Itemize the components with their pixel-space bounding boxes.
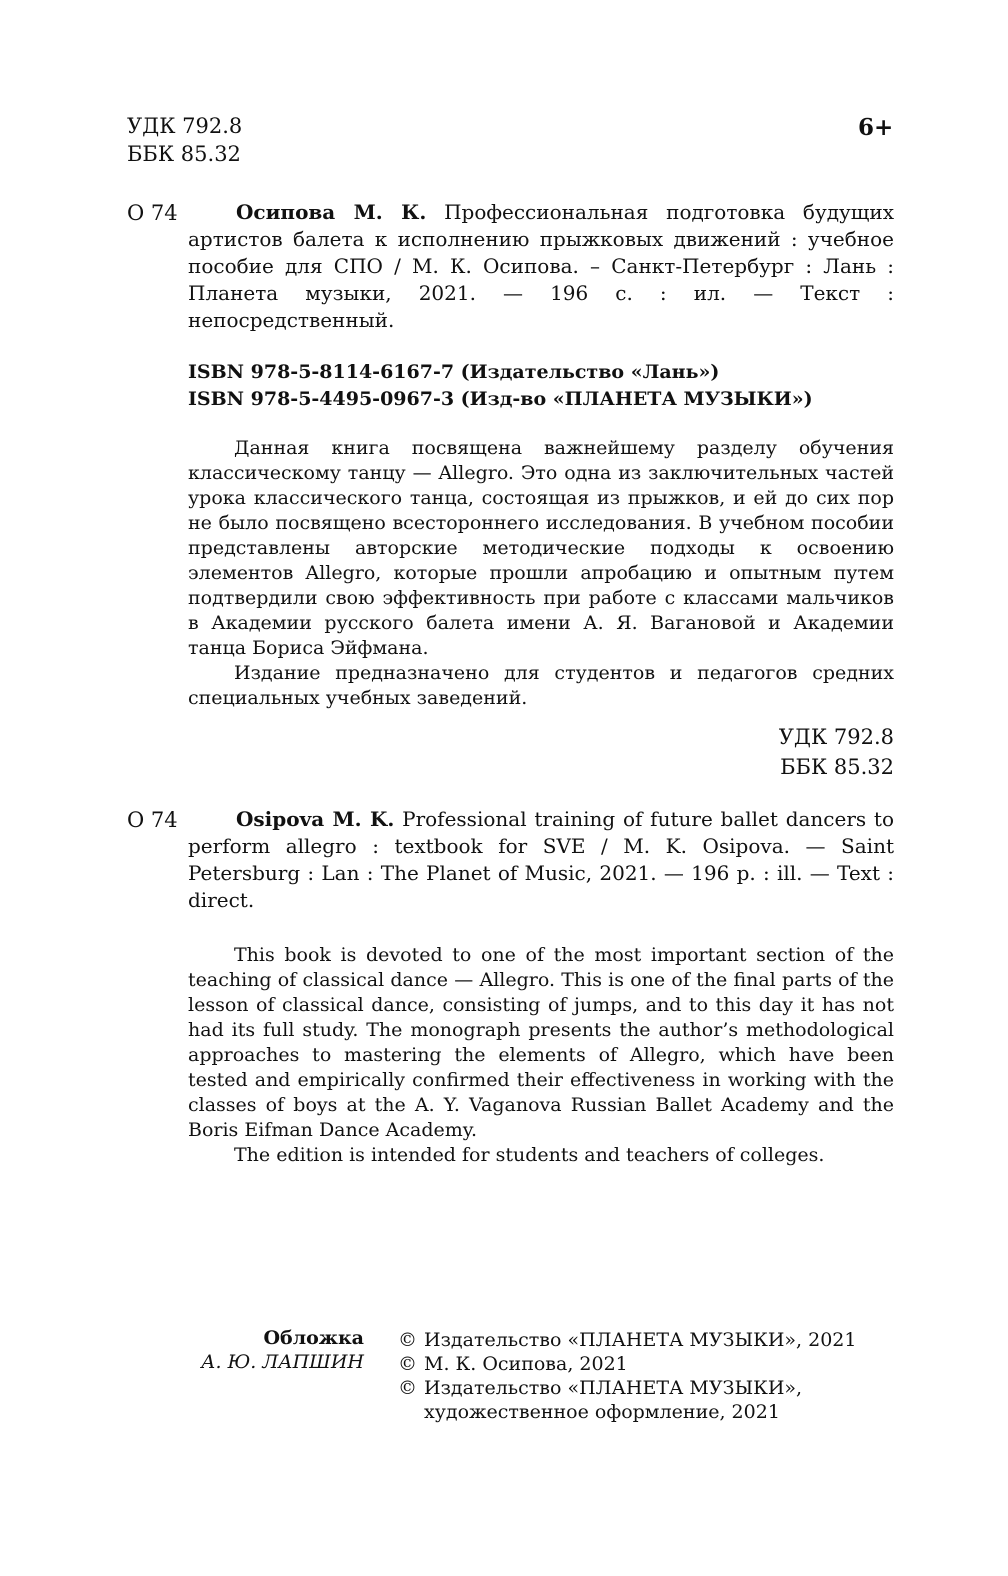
udk-code: УДК 792.8	[127, 114, 243, 138]
author-mark-en: О 74	[127, 808, 178, 832]
author-mark-ru: О 74	[127, 201, 178, 225]
entry-description-en: Professional training of future ballet dancers to perform allegro : textbook for SVE / M. K. Osipova. — Saint Petersburg : Lan : The Planet of Music, 2021. — 196 p. : ill. — Text : direct.	[188, 807, 894, 912]
abstract-ru-paragraph: Данная книга посвящена важнейшему разделу обучения классическому танцу — Allegro. Это одна из заключительных частей урока классического танца, состоящая из прыжков, и ей до сих пор не было посвящено всестороннего исследования. В учебном пособии представлены авторские методические подходы к освоению элементов Allegro, которые прошли апробацию и опытным путем подтвердили свою эффективность при работе с классами мальчиков в Академии русского балета имени А. Я. Вагановой и Академии танца Бориса Эйфмана.	[188, 437, 894, 659]
abstract-ru	[188, 436, 894, 711]
copyright-line-continuation: художественное оформление, 2021	[424, 1401, 780, 1423]
copyright-icon: ©	[398, 1329, 417, 1351]
abstract-en-paragraph: The edition is intended for students and teachers of colleges.	[234, 1144, 825, 1166]
cover-artist: А. Ю. ЛАПШИН	[201, 1351, 364, 1373]
abstract-ru-paragraph: Издание предназначено для студентов и педагогов средних специальных учебных заведений.	[188, 662, 894, 709]
bbk-code: ББК 85.32	[127, 142, 241, 166]
cover-label: Обложка	[263, 1327, 364, 1349]
bbk-code: ББК 85.32	[780, 755, 894, 779]
isbn-lan: ISBN 978-5-8114-6167-7 (Издательство «Лань»)	[188, 361, 720, 383]
age-rating: 6+	[858, 114, 894, 141]
copyright-icon: ©	[398, 1377, 417, 1399]
entry-description-ru: Профессиональная подготовка будущих артистов балета к исполнению прыжковых движений : учебное пособие для СПО / М. К. Осипова. – Санкт-Петербург : Лань : Планета музыки, 2021. — 196 с. : ил. — Текст : непосредственный.	[188, 200, 894, 332]
isbn-planet-music: ISBN 978-5-4495-0967-3 (Изд-во «ПЛАНЕТА МУЗЫКИ»)	[188, 388, 813, 410]
classification-codes-bottom	[680, 722, 894, 782]
copyright-icon: ©	[398, 1353, 417, 1375]
entry-author-en: Osipova M. K.	[236, 807, 395, 831]
abstract-en	[188, 943, 894, 1168]
copyright-text: Издательство «ПЛАНЕТА МУЗЫКИ», 2021	[424, 1329, 857, 1351]
copyright-line	[398, 1376, 958, 1400]
abstract-en-paragraph: This book is devoted to one of the most important section of the teaching of classical dance — Allegro. This is one of the final parts of the lesson of classical dance, consisting of jumps, and to this day it has not had its full study. The monograph presents the author’s methodological approaches to mastering the elements of Allegro, which have been tested and empirically confirmed their effectiveness in working with the classes of boys at the A. Y. Vaganova Russian Ballet Academy and the Boris Eifman Dance Academy.	[188, 944, 894, 1141]
copyright-block	[398, 1328, 958, 1424]
copyright-text: Издательство «ПЛАНЕТА МУЗЫКИ»,	[424, 1377, 803, 1399]
copyright-text: М. К. Осипова, 2021	[424, 1353, 628, 1375]
udk-code: УДК 792.8	[778, 725, 894, 749]
entry-author-ru: Осипова М. К.	[236, 200, 427, 224]
copyright-line	[398, 1328, 958, 1352]
copyright-line	[398, 1352, 958, 1376]
isbn-block	[188, 359, 813, 413]
cover-credit	[160, 1326, 364, 1374]
bibliographic-entry-ru	[188, 199, 894, 334]
bibliographic-entry-en	[188, 806, 894, 914]
classification-codes-top	[127, 112, 242, 168]
